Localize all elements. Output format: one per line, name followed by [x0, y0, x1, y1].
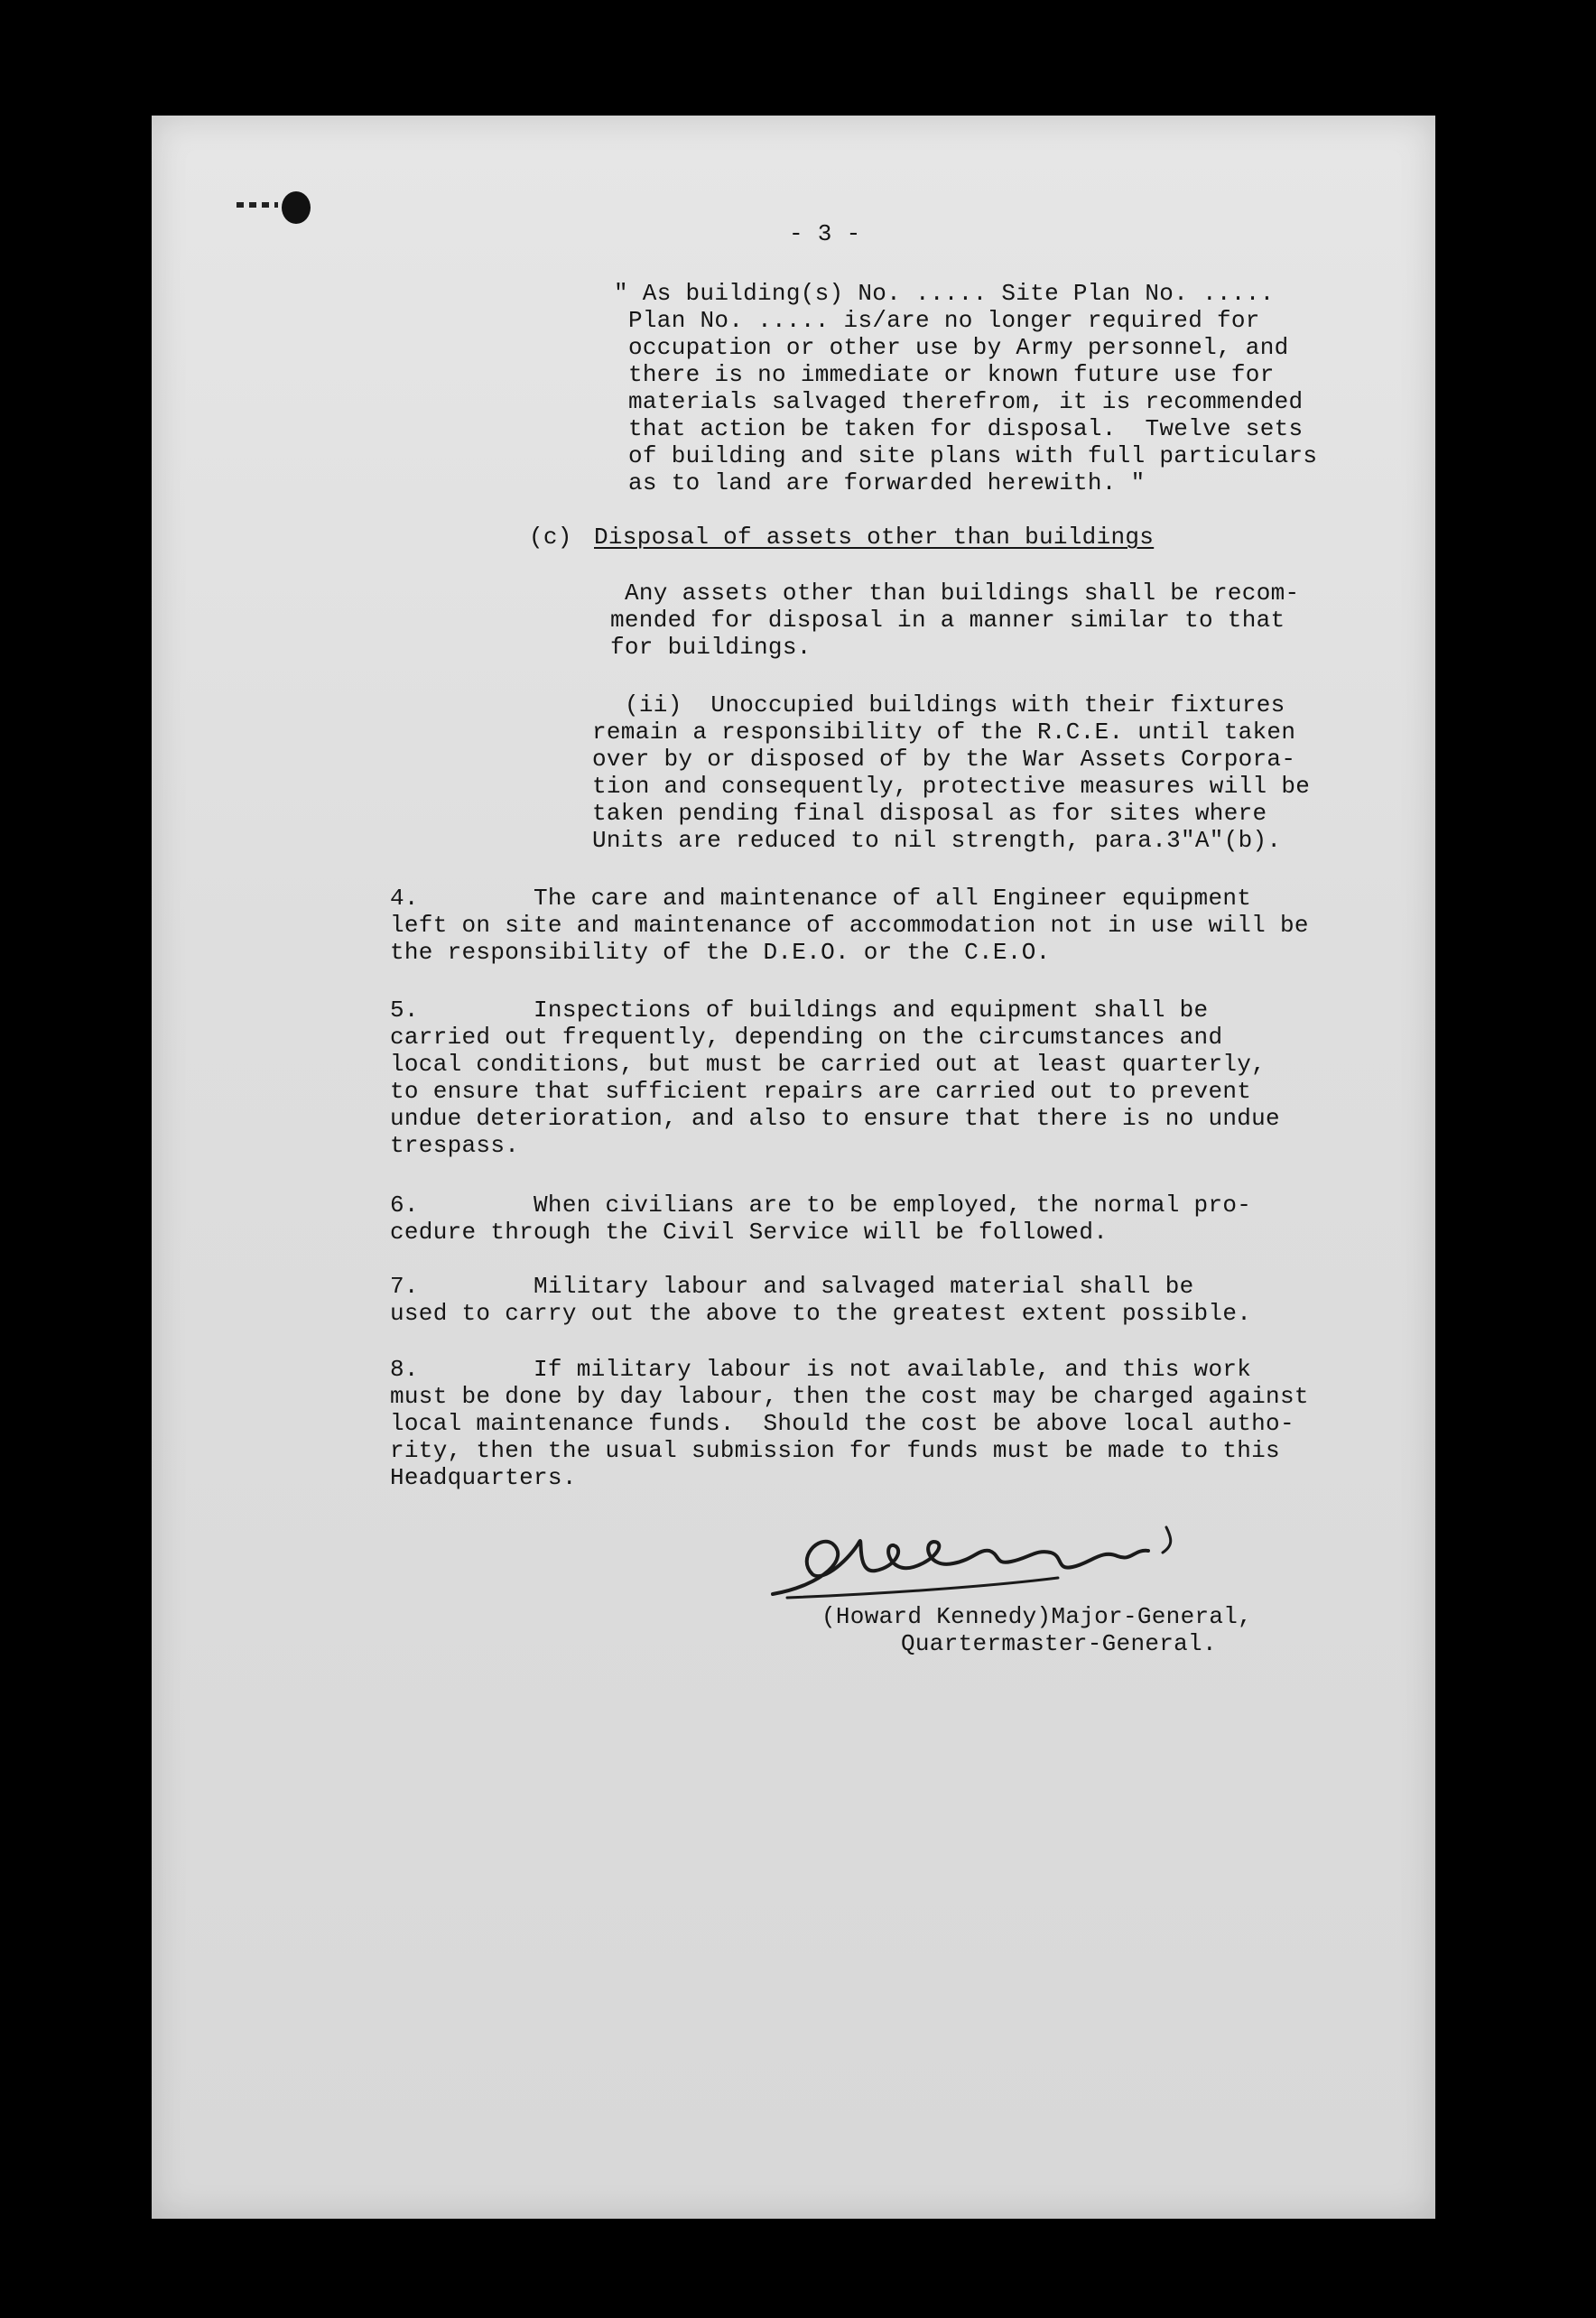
- paragraph-8-line: 8. If military labour is not available, and this work: [390, 1356, 1252, 1383]
- punch-hole-mark: [237, 202, 278, 208]
- paragraph-5-line: trespass.: [390, 1132, 520, 1159]
- section-c-line: Any assets other than buildings shall be recom-: [625, 580, 1300, 607]
- page-number: - 3 -: [789, 220, 861, 247]
- paragraph-7-line: 7. Military labour and salvaged material shall be: [390, 1273, 1194, 1300]
- paragraph-ii-line: remain a responsibility of the R.C.E. until taken: [592, 719, 1296, 746]
- paragraph-6-line: cedure through the Civil Service will be followed.: [390, 1219, 1109, 1246]
- paragraph-8-line: must be done by day labour, then the cost may be charged against: [390, 1383, 1309, 1410]
- quote-line: " As building(s) No. ..... Site Plan No. .....: [614, 280, 1275, 307]
- paragraph-5-line: to ensure that sufficient repairs are carried out to prevent: [390, 1078, 1252, 1105]
- paragraph-8-line: Headquarters.: [390, 1464, 577, 1491]
- paragraph-ii-line: taken pending final disposal as for sites where: [592, 800, 1267, 827]
- quote-line: there is no immediate or known future use for: [628, 361, 1275, 388]
- paragraph-4-line: 4. The care and maintenance of all Engineer equipment: [390, 885, 1252, 912]
- paragraph-7-line: used to carry out the above to the greatest extent possible.: [390, 1300, 1252, 1327]
- quote-line: Plan No. ..... is/are no longer required for: [628, 307, 1260, 334]
- paragraph-6-line: 6. When civilians are to be employed, the normal pro-: [390, 1191, 1252, 1219]
- section-c-line: for buildings.: [610, 634, 812, 661]
- signatory-name: (Howard Kennedy)Major-General,: [821, 1603, 1253, 1630]
- quote-line: of building and site plans with full particulars: [628, 442, 1318, 469]
- signatory-title: Quartermaster-General.: [901, 1630, 1217, 1657]
- paragraph-4-line: the responsibility of the D.E.O. or the C.E.O.: [390, 939, 1051, 966]
- paragraph-8-line: local maintenance funds. Should the cost be above local autho-: [390, 1410, 1294, 1437]
- paragraph-ii-line: tion and consequently, protective measures will be: [592, 773, 1311, 800]
- paragraph-5-line: 5. Inspections of buildings and equipment shall be: [390, 997, 1209, 1024]
- handwritten-signature: [769, 1522, 1239, 1603]
- paragraph-ii-line: Units are reduced to nil strength, para.3"A"(b).: [592, 827, 1282, 854]
- quote-line: that action be taken for disposal. Twelve sets: [628, 415, 1304, 442]
- punch-hole: [282, 191, 311, 224]
- section-c-heading: Disposal of assets other than buildings: [594, 524, 1155, 551]
- paragraph-4-line: left on site and maintenance of accommodation not in use will be: [390, 912, 1309, 939]
- section-c-label: (c): [529, 524, 572, 551]
- quote-line: as to land are forwarded herewith. ": [628, 469, 1146, 496]
- paragraph-5-line: undue deterioration, and also to ensure that there is no undue: [390, 1105, 1280, 1132]
- paragraph-ii-line: (ii) Unoccupied buildings with their fixtures: [625, 691, 1285, 719]
- paragraph-5-line: carried out frequently, depending on the circumstances and: [390, 1024, 1223, 1051]
- quote-line: materials salvaged therefrom, it is recommended: [628, 388, 1304, 415]
- paragraph-8-line: rity, then the usual submission for funds must be made to this: [390, 1437, 1280, 1464]
- paragraph-5-line: local conditions, but must be carried out at least quarterly,: [390, 1051, 1267, 1078]
- paragraph-ii-line: over by or disposed of by the War Assets Corpora-: [592, 746, 1296, 773]
- quote-line: occupation or other use by Army personnel, and: [628, 334, 1289, 361]
- section-c-line: mended for disposal in a manner similar to that: [610, 607, 1285, 634]
